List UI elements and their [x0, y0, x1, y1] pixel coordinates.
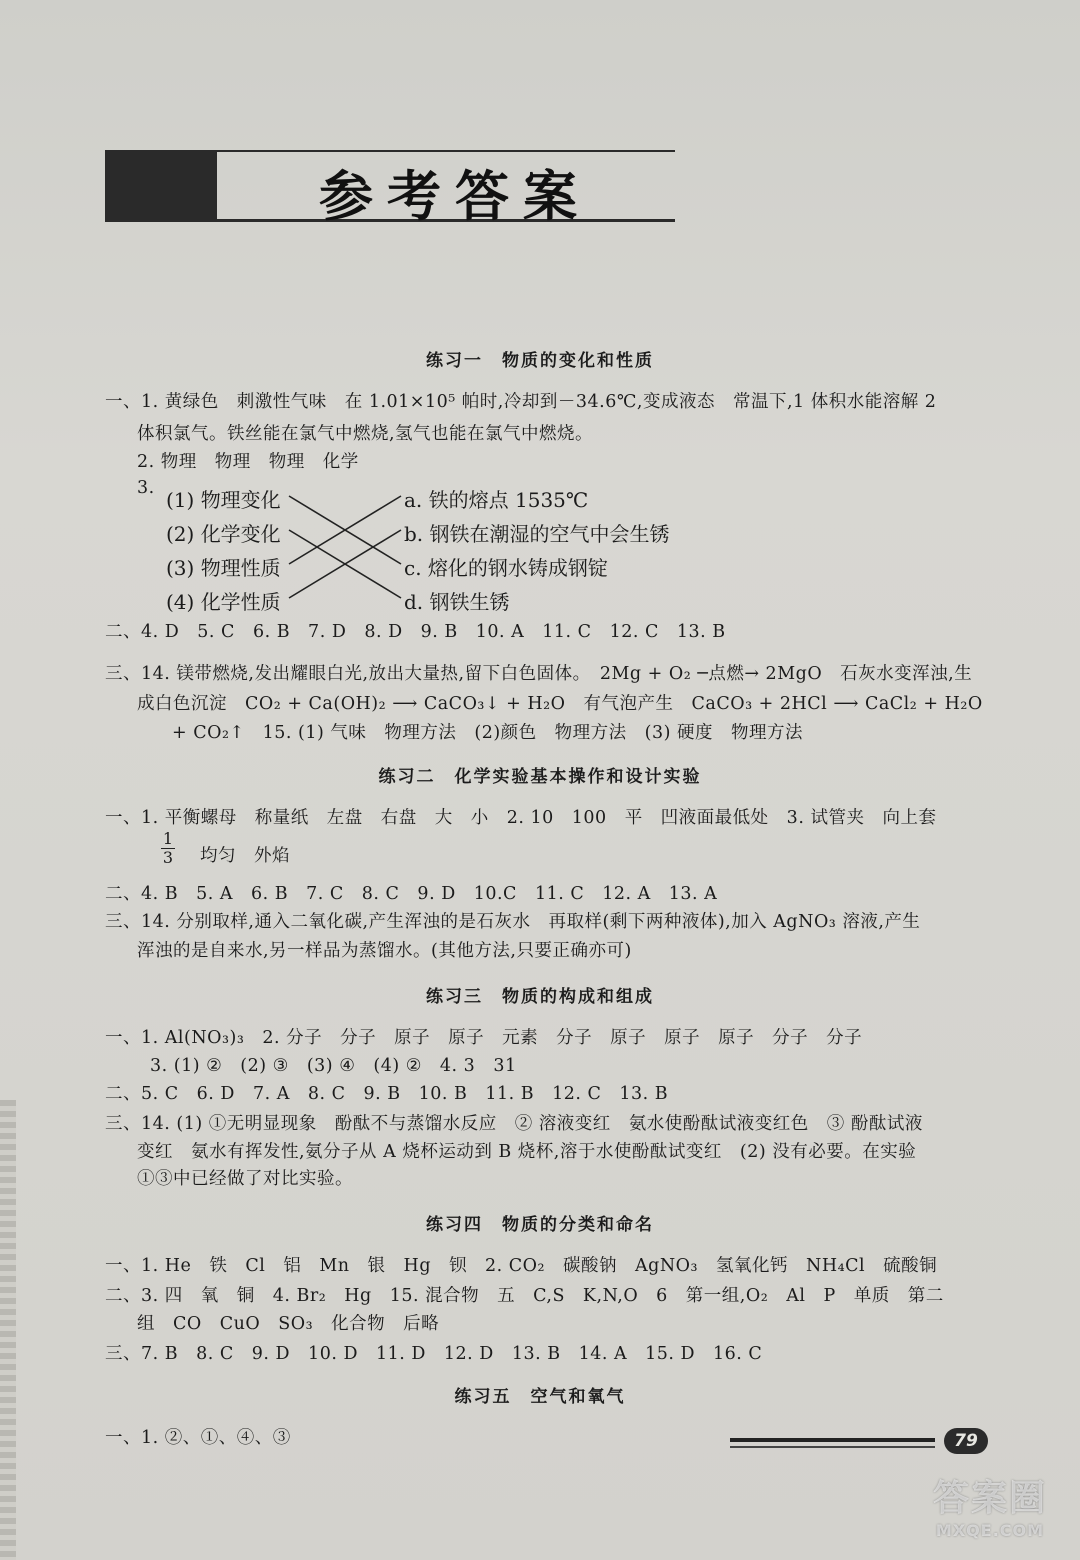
match-left-2: (2) 化学变化 — [166, 522, 281, 546]
text-line: + CO₂↑ 15. (1) 气味 物理方法 (2)颜色 物理方法 (3) 硬度 物理方法 — [172, 723, 804, 743]
match-left-1: (1) 物理变化 — [166, 488, 281, 512]
text-line: 二、5. C 6. D 7. A 8. C 9. B 10. B 11. B 12. C 13. B — [105, 1084, 669, 1104]
match-right-a: a. 铁的熔点 1535℃ — [404, 488, 589, 512]
text-line: 一、1. He 铁 Cl 铝 Mn 银 Hg 钡 2. CO₂ 碳酸钠 AgNO₃ 氢氧化钙 NH₄Cl 硫酸铜 — [105, 1256, 938, 1276]
page-title: 参考答案 — [319, 165, 591, 228]
text-line: ①③中已经做了对比实验。 — [137, 1169, 353, 1189]
section-title-1: 练习一 物质的变化和性质 — [426, 351, 654, 371]
text-line: 成白色沉淀 CO₂ + Ca(OH)₂ ⟶ CaCO₃↓ + H₂O 有气泡产生 CaCO₃ + 2HCl ⟶ CaCl₂ + H₂O — [137, 694, 983, 714]
match-right-c: c. 熔化的钢水铸成钢锭 — [404, 556, 608, 580]
watermark — [910, 1470, 1070, 1540]
text-line: 一、1. Al(NO₃)₃ 2. 分子 分子 原子 原子 元素 分子 原子 原子 原子 分子 分子 — [105, 1028, 863, 1048]
footer-rule — [730, 1438, 935, 1442]
watermark-logo-text: 答案圈 — [932, 1478, 1047, 1519]
page-number: 79 — [944, 1428, 988, 1454]
footer-rule-thin — [730, 1446, 935, 1448]
text-line: 二、4. D 5. C 6. B 7. D 8. D 9. B 10. A 11. C 12. C 13. B — [105, 622, 726, 642]
text-line: 组 CO CuO SO₃ 化合物 后略 — [137, 1314, 440, 1334]
match-left-4: (4) 化学性质 — [166, 590, 281, 614]
watermark-url: MXQE.COM — [935, 1521, 1045, 1540]
text-line: 三、14. (1) ①无明显现象 酚酞不与蒸馏水反应 ② 溶液变红 氨水使酚酞试液变红色 ③ 酚酞试液 — [105, 1114, 923, 1134]
fraction-denominator: 3 — [162, 848, 174, 867]
torn-edge — [0, 1100, 16, 1560]
text-line: 二、3. 四 氧 铜 4. Br₂ Hg 15. 混合物 五 C,S K,N,O 6 第一组,O₂ Al P 单质 第二 — [105, 1286, 944, 1306]
fraction-one-third — [160, 830, 176, 867]
section-title-3: 练习三 物质的构成和组成 — [426, 987, 654, 1007]
section-title-4: 练习四 物质的分类和命名 — [426, 1215, 654, 1235]
header-dark-block — [105, 150, 217, 222]
matching-lines — [285, 482, 405, 612]
match-right-d: d. 钢铁生锈 — [404, 590, 510, 614]
text-line: 三、14. 分别取样,通入二氧化碳,产生浑浊的是石灰水 再取样(剩下两种液体),加入 AgNO₃ 溶液,产生 — [105, 912, 921, 932]
match-right-b: b. 钢铁在潮湿的空气中会生锈 — [404, 522, 670, 546]
text-line: 一、1. 黄绿色 刺激性气味 在 1.01×10⁵ 帕时,冷却到－34.6℃,变成液态 常温下,1 体积水能溶解 2 — [105, 392, 937, 412]
text-line: 一、1. ②、①、④、③ — [105, 1428, 291, 1448]
section-title-5: 练习五 空气和氧气 — [454, 1387, 626, 1407]
text-line: 三、7. B 8. C 9. D 10. D 11. D 12. D 13. B 14. A 15. D 16. C — [105, 1344, 763, 1364]
text-line: 三、14. 镁带燃烧,发出耀眼白光,放出大量热,留下白色固体。 2Mg + O₂ ─点燃→ 2MgO 石灰水变浑浊,生 — [105, 664, 973, 684]
text-line: 3. (1) ② (2) ③ (3) ④ (4) ② 4. 3 31 — [150, 1056, 517, 1076]
text-line: 均匀 外焰 — [200, 846, 290, 866]
header-banner — [105, 150, 675, 228]
text-line: 一、1. 平衡螺母 称量纸 左盘 右盘 大 小 2. 10 100 平 凹液面最低处 3. 试管夹 向上套 — [105, 808, 937, 828]
text-line: 变红 氨水有挥发性,氨分子从 A 烧杯运动到 B 烧杯,溶于水使酚酞试变红 (2) 没有必要。在实验 — [137, 1142, 917, 1162]
section-title-2: 练习二 化学实验基本操作和设计实验 — [378, 767, 702, 787]
text-line: 2. 物理 物理 物理 化学 — [137, 452, 359, 472]
text-line: 体积氯气。铁丝能在氯气中燃烧,氢气也能在氯气中燃烧。 — [137, 424, 594, 444]
text-line: 二、4. B 5. A 6. B 7. C 8. C 9. D 10.C 11. C 12. A 13. A — [105, 884, 718, 904]
text-line: 3. — [137, 478, 155, 498]
text-line: 浑浊的是自来水,另一样品为蒸馏水。(其他方法,只要正确亦可) — [137, 941, 632, 961]
fraction-numerator: 1 — [162, 829, 174, 848]
match-left-3: (3) 物理性质 — [166, 556, 281, 580]
